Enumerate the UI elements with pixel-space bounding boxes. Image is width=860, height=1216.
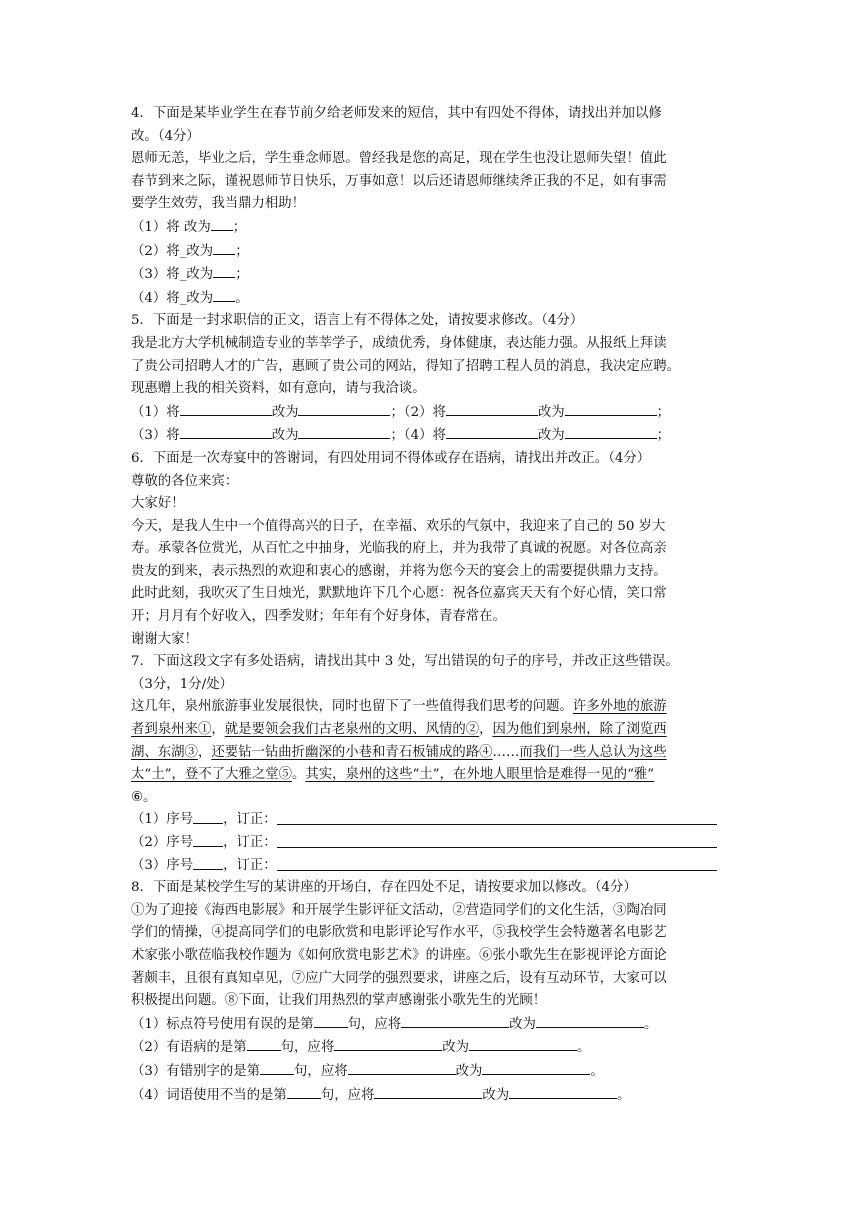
answer-blank[interactable] (446, 424, 538, 439)
answer-end: ； (656, 428, 671, 444)
q6-line-1: 尊敬的各位来宾： (131, 473, 239, 489)
q8-answer-1 (131, 1013, 731, 1037)
answer-blank[interactable] (565, 401, 657, 416)
question-5 (131, 310, 731, 448)
underlined-sentence: 还要钻一钻曲折幽深的小巷和青石板铺成的路④ (211, 744, 493, 760)
answer-prefix: （4）将 (131, 290, 180, 306)
q5-answer-row-2 (131, 424, 731, 448)
answer-mid: ，订正： (223, 835, 277, 850)
question-7 (131, 651, 731, 877)
serial-blank[interactable] (193, 809, 223, 824)
answer-blank[interactable] (211, 216, 233, 231)
answer-mid: 改为 (482, 1087, 510, 1103)
serial-blank[interactable] (193, 855, 223, 870)
q7-passage-line-4 (131, 764, 731, 787)
answer-mid: 改为 (179, 219, 211, 235)
underlined-sentence: 就是要领会我们古老泉州的文明、风情的② (224, 722, 480, 738)
answer-prefix: （1）将 (131, 404, 180, 420)
q7-answer-3 (131, 855, 731, 878)
q4-answer-1 (131, 216, 731, 240)
answer-mid: 改为 (537, 428, 565, 444)
answer-mid: 改为 (455, 1063, 483, 1079)
answer-end: ； (656, 404, 671, 420)
answer-mid: _改为 (179, 267, 214, 283)
q7-title-line-2: （3分，1分/处） (131, 676, 233, 692)
q7-title-line-1: 7．下面这段文字有多处语病，请找出其中 3 处，写出错误的句子的序号，并改正这些错误。 (131, 654, 679, 670)
q4-answer-3 (131, 263, 731, 287)
answer-mid: ，订正： (223, 857, 277, 873)
answer-mid: _改为 (179, 243, 214, 259)
underlined-sentence: 许多外地的旅游 (572, 699, 667, 715)
q8-line-3: 术家张小歌莅临我校作题为《如何欣赏电影艺术》的讲座。⑥张小歌先生在影视评论方面论 (131, 947, 667, 963)
answer-prefix: （4）词语使用不当的是第 (131, 1087, 287, 1103)
q7-answer-1 (131, 809, 731, 832)
q6-line-8: 谢谢大家！ (131, 631, 198, 647)
answer-mid: ，订正： (223, 812, 277, 828)
q5-answer-row-1 (131, 401, 731, 425)
q5-body-line-2: 了贵公司招聘人才的广告，惠顾了贵公司的网站，得知了招聘工程人员的消息，我决定应聘。 (131, 358, 681, 374)
underlined-sentence: 湖、东湖③ (131, 744, 198, 760)
answer-end: 。 (617, 1087, 631, 1103)
answer-blank[interactable] (348, 1060, 456, 1075)
q7-answer-2 (131, 832, 731, 855)
passage-text: …… (492, 744, 520, 760)
q8-answer-3 (131, 1060, 731, 1084)
answer-mid: ；（4）将 (390, 428, 446, 444)
answer-mid: 改为 (442, 1040, 469, 1056)
q4-body-line-1: 恩师无恙，毕业之后，学生垂念师恩。曾经我是您的高足，现在学生也没让恩师失望！值此 (131, 151, 667, 167)
answer-mid: 句，应将 (347, 1016, 402, 1032)
q8-line-4: 著颇丰，且很有真知卓见，⑦应广大同学的强烈要求，讲座之后，设有互动环节，大家可以 (131, 970, 667, 986)
q6-line-5: 贵友的到来，表示热烈的欢迎和衷心的感谢，并将为您今天的宴会上的需要提供鼎力支持。 (131, 563, 667, 579)
answer-mid: 句，应将 (294, 1063, 348, 1079)
underlined-sentence: 而我们一些人总认为这些 (519, 744, 667, 760)
answer-mid: 改为 (271, 404, 299, 420)
passage-text: ， (197, 744, 212, 760)
answer-blank[interactable] (536, 1013, 644, 1028)
q6-line-3: 今天，是我人生中一个值得高兴的日子，在幸福、欢乐的气氛中，我迎来了自己的 50 岁大 (131, 518, 666, 534)
answer-prefix: （1）序号 (131, 812, 194, 828)
q4-body-line-3: 要学生效劳，我当鼎力相助！ (131, 196, 306, 212)
q8-title: 8．下面是某校学生写的某讲座的开场白，存在四处不足，请按要求加以修改。（4分） (131, 880, 637, 896)
q6-line-7: 开；月月有个好收入，四季发财；年年有个好身体，青春常在。 (131, 609, 506, 625)
answer-blank[interactable] (180, 401, 272, 416)
answer-blank[interactable] (374, 1084, 482, 1099)
answer-prefix: （3）序号 (131, 857, 194, 873)
q6-line-4: 寿。承蒙各位赏光，从百忙之中抽身，光临我的府上，并为我带了真诚的祝愿。对各位高亲 (131, 541, 667, 557)
answer-blank[interactable] (565, 424, 657, 439)
passage-text: ， (479, 722, 493, 738)
serial-blank[interactable] (193, 832, 223, 847)
passage-text: ， (211, 722, 225, 738)
question-6 (131, 448, 731, 651)
q8-line-5: 积极提出问题。⑧下面，让我们用热烈的掌声感谢张小歌先生的光顾！ (131, 993, 547, 1009)
q8-answer-2 (131, 1036, 731, 1060)
correction-line[interactable] (277, 832, 717, 848)
question-8 (131, 877, 731, 1107)
underlined-sentence: 其实，泉州的这些“土”，在外地人眼里恰是难得一见的“雅” (305, 767, 655, 783)
q6-line-6: 此时此刻，我吹灭了生日烛光，默默地许下几个心愿：祝各位嘉宾天天有个好心情，笑口常 (131, 586, 667, 602)
answer-end: ； (235, 243, 249, 259)
passage-text: 。 (292, 767, 306, 783)
q5-body-line-3: 现惠赠上我的相关资料，如有意向，请与我洽谈。 (131, 381, 426, 397)
answer-end: 。 (643, 1016, 658, 1032)
answer-mid: 句，应将 (280, 1040, 335, 1056)
answer-end: 。 (590, 1063, 604, 1079)
q8-answer-4 (131, 1084, 731, 1108)
q7-passage-line-5: ⑥。 (131, 789, 157, 805)
answer-blank[interactable] (469, 1036, 577, 1051)
answer-blank[interactable] (446, 401, 538, 416)
answer-blank[interactable] (482, 1060, 590, 1075)
underlined-sentence: 因为他们到泉州，除了浏览西 (492, 722, 667, 738)
answer-mid: 改为 (537, 404, 565, 420)
q4-answer-2 (131, 240, 731, 264)
answer-prefix: （1）将 (131, 219, 180, 235)
answer-end: 。 (235, 290, 249, 306)
answer-blank[interactable] (298, 401, 390, 416)
q6-line-2: 大家好！ (131, 496, 185, 512)
q4-answer-4 (131, 287, 731, 311)
answer-prefix: （3）将 (131, 428, 180, 444)
sentence-number-blank[interactable] (314, 1013, 348, 1028)
answer-mid: _改为 (179, 290, 214, 306)
passage-text: 这几年，泉州旅游事业发展很快，同时也留下了一些值得我们思考的问题。 (131, 699, 573, 715)
q4-title-line-1: 4．下面是某毕业学生在春节前夕给老师发来的短信，其中有四处不得体，请找出并加以修 (131, 106, 662, 121)
q7-passage-line-3 (131, 742, 731, 765)
q8-line-2: 学们的情操，④提高同学们的电影欣赏和电影评论写作水平，⑤我校学生会特邀著名电影艺 (131, 925, 667, 941)
answer-prefix: （1）标点符号使用有误的是第 (131, 1016, 314, 1032)
answer-blank[interactable] (213, 263, 235, 278)
q4-title-line-2: 改。（4分） (131, 128, 200, 144)
answer-blank[interactable] (180, 424, 272, 439)
correction-line[interactable] (277, 855, 717, 871)
answer-end: ； (235, 267, 249, 283)
answer-blank[interactable] (401, 1013, 509, 1028)
q7-passage-line-2 (131, 719, 731, 742)
answer-blank[interactable] (298, 424, 390, 439)
answer-prefix: （2）序号 (131, 835, 194, 850)
answer-blank[interactable] (213, 240, 235, 255)
q8-line-1: ①为了迎接《海西电影展》和开展学生影评征文活动，②营造同学们的文化生活，③陶冶同 (131, 902, 667, 918)
sentence-number-blank[interactable] (287, 1084, 321, 1099)
q5-body-line-1: 我是北方大学机械制造专业的莘莘学子，成绩优秀，身体健康，表达能力强。从报纸上拜读 (131, 335, 667, 351)
answer-blank[interactable] (213, 287, 235, 302)
underlined-sentence: 太“土”，登不了大雅之堂⑤ (131, 767, 292, 783)
answer-end: 。 (577, 1040, 591, 1056)
answer-mid: 改为 (271, 428, 299, 444)
answer-end: ； (232, 219, 247, 235)
answer-mid: 改为 (509, 1016, 536, 1032)
q5-title: 5．下面是一封求职信的正文，语言上有不得体之处，请按要求修改。（4分） (131, 313, 584, 329)
q7-passage-line-1 (131, 696, 731, 719)
answer-prefix: （3）将 (131, 267, 180, 283)
answer-blank[interactable] (509, 1084, 617, 1099)
answer-mid: ；（2）将 (390, 404, 446, 420)
underlined-sentence: 者到泉州来① (131, 722, 212, 738)
correction-line[interactable] (277, 809, 717, 825)
answer-prefix: （3）有错别字的是第 (131, 1063, 261, 1079)
q6-title: 6．下面是一次寿宴中的答谢词，有四处用词不得体或存在语病，请找出并改正。（4分） (131, 450, 651, 466)
answer-blank[interactable] (334, 1036, 442, 1051)
sentence-number-blank[interactable] (247, 1036, 281, 1051)
question-4 (131, 103, 731, 310)
answer-prefix: （2）有语病的是第 (131, 1040, 247, 1056)
answer-mid: 句，应将 (320, 1087, 375, 1103)
q4-body-line-2: 春节到来之际，谨祝恩师节日快乐，万事如意！以后还请恩师继续斧正我的不足，如有事需 (131, 173, 667, 189)
answer-prefix: （2）将 (131, 243, 180, 259)
sentence-number-blank[interactable] (260, 1060, 294, 1075)
